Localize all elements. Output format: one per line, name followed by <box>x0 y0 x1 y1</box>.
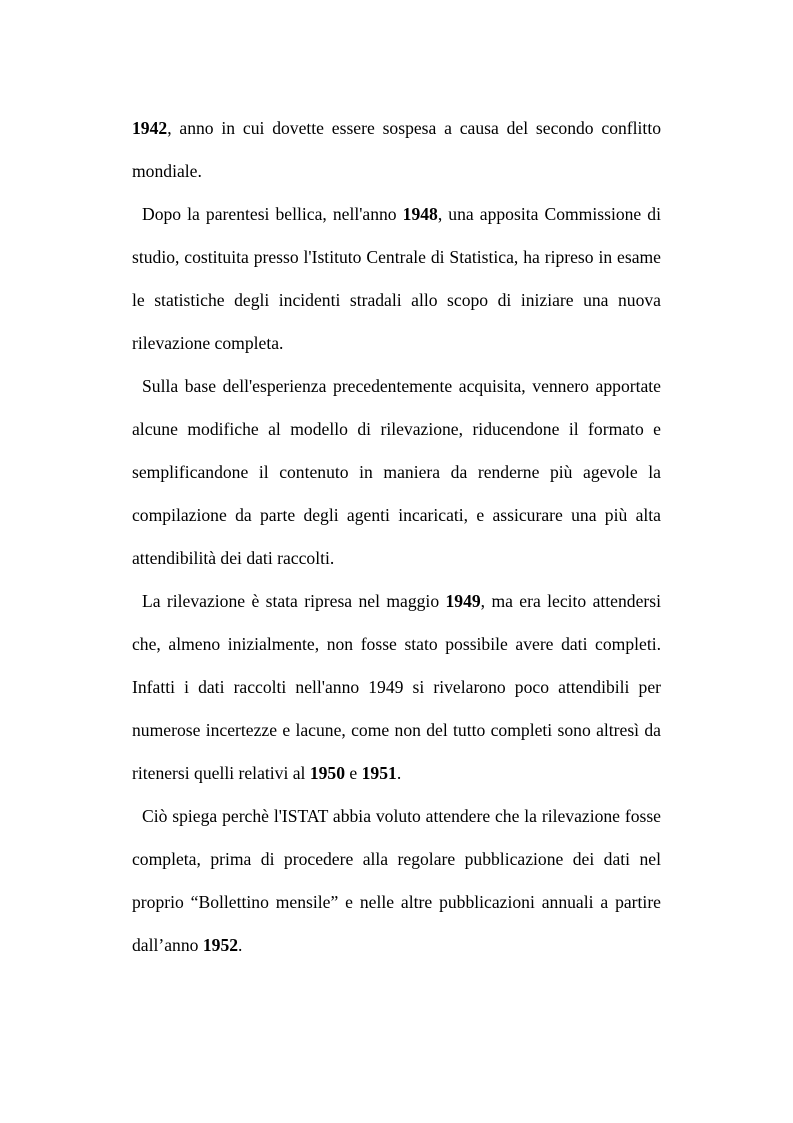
paragraph-4-text-c: e <box>345 763 362 783</box>
paragraph-2-text-a: Dopo la parentesi bellica, nell'anno <box>142 204 403 224</box>
paragraph-4 <box>132 580 661 795</box>
year-1952: 1952 <box>202 935 239 955</box>
paragraph-3 <box>132 365 661 580</box>
paragraph-5-text-b: . <box>238 935 243 955</box>
year-1950: 1950 <box>309 763 346 783</box>
paragraph-2 <box>132 193 661 365</box>
paragraph-1-text: , anno in cui dovette essere sospesa a causa del secondo conflitto mondiale. <box>132 118 661 181</box>
body-text <box>132 107 661 967</box>
paragraph-3-text: Sulla base dell'esperienza precedentemente acquisita, vennero apportate alcune modifiche al modello di rilevazione, riducendone il formato e semplificandone il contenuto in maniera da renderne più agevole la compilazione da parte degli agenti incaricati, e assicurare una più alta attendibilità dei dati raccolti. <box>132 376 661 568</box>
year-1942: 1942 <box>132 118 168 138</box>
paragraph-1 <box>132 107 661 193</box>
year-1949: 1949 <box>445 591 481 611</box>
year-1948: 1948 <box>402 204 438 224</box>
paragraph-5-text-a: Ciò spiega perchè l'ISTAT abbia voluto attendere che la rilevazione fosse completa, prima di procedere alla regolare pubblicazione dei dati nel proprio “Bollettino mensile” e nelle altre pubblicazioni annuali a partire dall’anno <box>132 806 661 955</box>
paragraph-4-text-a: La rilevazione è stata ripresa nel maggio <box>142 591 446 611</box>
paragraph-4-text-b: , ma era lecito attendersi che, almeno inizialmente, non fosse stato possibile avere dati completi. Infatti i dati raccolti nell'anno 1949 si rivelarono poco attendibili per numerose incertezze e lacune, come non del tutto completi sono altresì da ritenersi quelli relativi al <box>132 591 661 783</box>
paragraph-4-text-d: . <box>396 763 402 783</box>
year-1951: 1951 <box>361 763 397 783</box>
paragraph-5 <box>132 795 661 967</box>
paragraph-2-text-b: , una apposita Commissione di studio, costituita presso l'Istituto Centrale di Statistica, ha ripreso in esame le statistiche degli incidenti stradali allo scopo di iniziare una nuova rilevazione completa. <box>132 204 661 353</box>
